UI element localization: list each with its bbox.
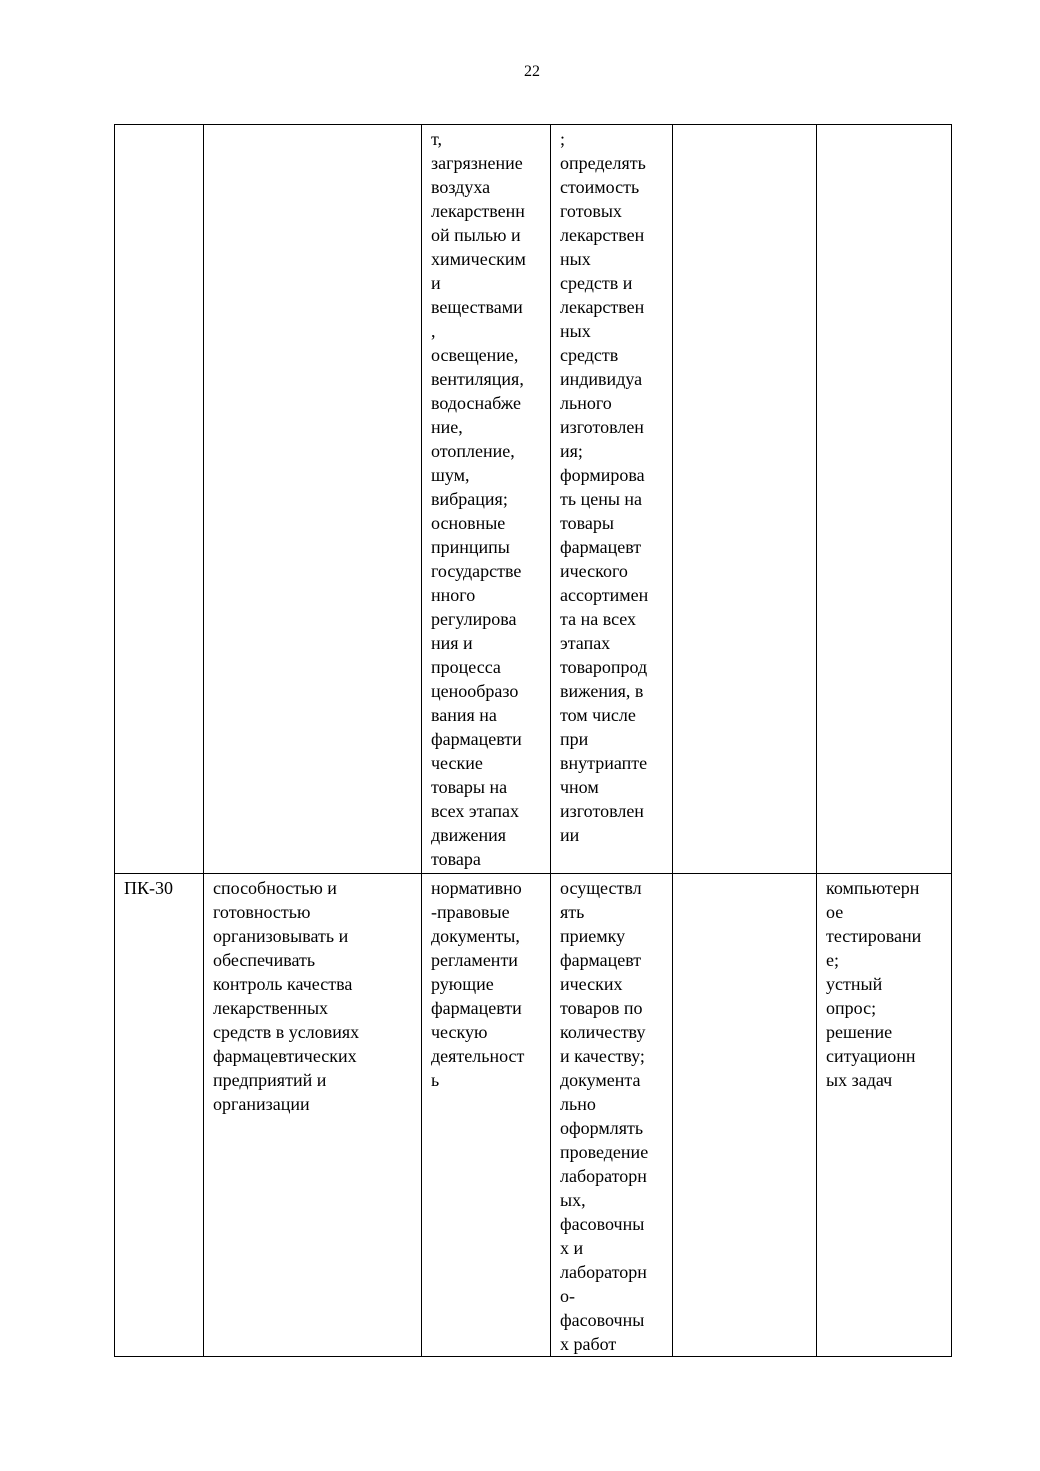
assessment-cell: компьютерн ое тестировани е; устный опрос; решение ситуационн ых задач xyxy=(817,874,952,1357)
own-cell xyxy=(673,125,817,874)
table-row xyxy=(115,125,952,874)
assessment-cell xyxy=(817,125,952,874)
own-cell xyxy=(673,874,817,1357)
able-cell: ; определять стоимость готовых лекарствен ных средств и лекарствен ных средств индивидуа льного изготовлен ия; формирова ть цены на товары фармацевт ического ассортимен та на всех этапах товаропрод вижения, в том числе при внутриапте чном изготовлен ии xyxy=(551,125,673,874)
able-cell: осуществл ять приемку фармацевт ических товаров по количеству и качеству; документа льно оформлять проведение лабораторн ых, фасовочны х и лабораторн о- фасовочны х работ xyxy=(551,874,673,1357)
competence-code-cell xyxy=(115,125,204,874)
table-row xyxy=(115,874,952,1357)
know-cell: нормативно -правовые документы, регламенти рующие фармацевти ческую деятельност ь xyxy=(422,874,551,1357)
competence-table xyxy=(114,124,952,1357)
competence-description-cell xyxy=(204,125,422,874)
competence-description-cell: способностью и готовностью организовывать и обеспечивать контроль качества лекарственных средств в условиях фармацевтических предприятий и организации xyxy=(204,874,422,1357)
competence-code-cell: ПК-30 xyxy=(115,874,204,1357)
know-cell: т, загрязнение воздуха лекарственн ой пылью и химическим и веществами , освещение, вентиляция, водоснабже ние, отопление, шум, вибрация; основные принципы государстве нного регулирова ния и процесса ценообразо вания на фармацевти ческие товары на всех этапах движения товара xyxy=(422,125,551,874)
page-number: 22 xyxy=(524,63,540,80)
